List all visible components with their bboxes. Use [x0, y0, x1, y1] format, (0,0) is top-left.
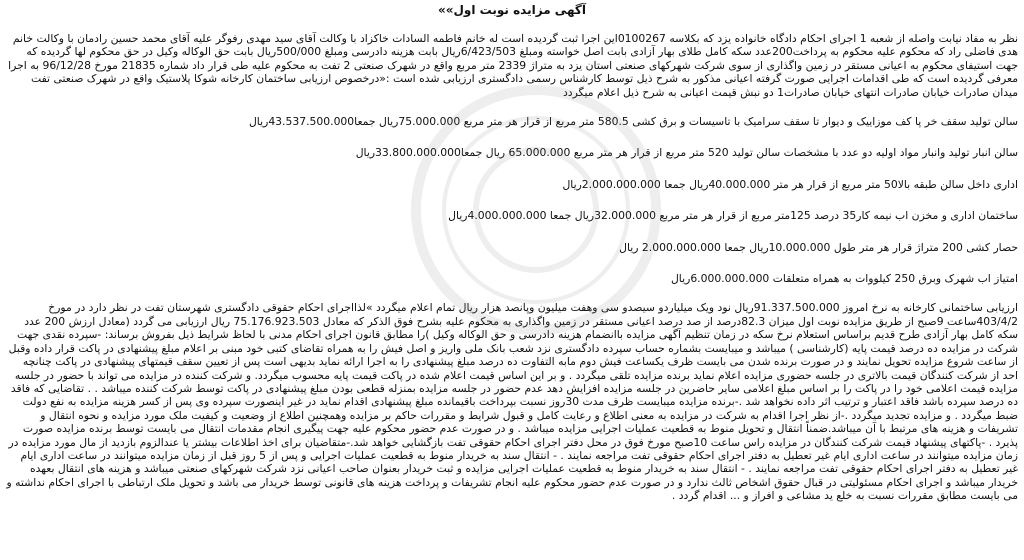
valuation-item-production-hall: سالن تولید سقف خر پا کف موزاییک و دیوار تا سقف سرامیک با تاسیسات و برق کشی 580.5 متر مربع از قرار هر متر مربع 75.000.000ریال جمعا43.537.500.000ریال [248, 115, 1018, 129]
valuation-item-fencing: حصار کشی 200 متراژ قرار هر متر طول 10.000.000ریال جمعا 2.000.000.000 ریال [619, 240, 1018, 254]
valuation-item-office-building: ساختمان اداری و مخزن اب نیمه کار35 درصد 125متر مربع از قرار هر متر مربع 32.000.000ریال جمعا 4.000.000.000ریال [448, 209, 1018, 223]
auction-terms-paragraph: ارزیابی ساختمانی کارخانه به نرخ امروز 91.337.500.000ریال نود ویک میلیاردو سیصدو سی وهفت میلیون وپانصد هزار ریال تمام اعلام میگردد »لذااجرای احکام حقوقی دادگستری شهرستان تفت در نظر دارد در مورخ 403/4/2ساعت 9صبح از طریق مزایده نوبت اول میزان 82.3درصد از صد درصد اعیانی مستقر در زمین واگذاری به محکوم علیه بشرح فوق الذکر که معادل 75.176.923.503 ریال ارزیابی می گردد (معادل ارزش 200 عدد سکه کامل بهار آزادی طرح قدیم براساس استعلام نرخ سکه در زمان تنظیم آگهی مزایده باانضمام هزینه دادرسی و حق الوکاله وکیل )را مطابق قانون اجرای احکام مدنی با لحاظ شرایط ذیل بفروش برساند: -سپرده نقدی جهت شرکت در مزایده ده درصد قیمت پایه (کارشناسی ) میباشد و میبایست بشماره حساب سپرده دادگستری نزد شعب بانک ملی واریز و اصل فیش را به همراه تقاضای کتبی خود مبنی بر اعلام مبلغ پیشنهادی در پاکت قرار داده وقبل از ساعت شروع مزایده تحویل نمایند و در صورت برنده شدن می بایست ظرف یکساعت فیش دوم مابه التفاوت ده درصد مبلغ پیشنهادی را به اجرا ارائه نماید بدیهی است پس از تعیین سقف قیمتهای پیشنهادی در پاکت چنانچه احد از شرکت کنندگان قیمت بالاتری در جلسه حضوری مزایده اعلام نماید برنده مزایده تلقی میگردد . و بر این اساس قیمت اعلام شده در پاکت قیمت پایه محسوب میگردد. و شرکت کننده در مزایده می تواند با حضور در جلسه مزایده قیمت اعلامی خود را در پاکت را بر اساس مبلغ اعلامی سایر حاضرین در جلسه مزایده افزایش دهد عدم حضور در جلسه مزایده بمنزله قطعی بودن مبلغ پیشنهادی در پاکت توسط شرکت کننده میباشد . . تقاضایی که فاقد ده درصد سپرده باشد فاقد اعتبار و ترتیب اثر داده نخواهد شد .-برنده مزایده میبایست ظرف مدت 30روز نسبت بپرداخت باقیمانده مبلغ پیشنهادی اقدام نماید در غیر اینصورت سپرده وی پس از کسر هزینه مزایده به نفع دولت ضبط میگردد . و مزایده تجدید میگردد .-از نظر اجرا اقدام به شرکت در مزایده به معنی اطلاع و رعایت کامل و قبول شرایط و مقررات حاکم بر مزایده وهمچنین اطلاع از وضعیت و کیفیت ملک مورد مزایده و نحوه انتقال و تشریفات و هزینه های مرتبط با آن میباشد.ضمناً انتقال و تحویل منوط به قطعیت عملیات اجرایی مزایده میباشد . و در صورت عدم حضور محکوم علیه جهت پیگیری انجام مقدمات انتقال می بایست توسط برنده مزایده صورت پذیرد . -پاکتهای پیشنهاد قیمت شرکت کنندگان در مزایده راس ساعت 10صبح مورخ فوق در محل دفتر اجرای احکام حقوقی تفت بازگشایی خواهد شد.-متقاضیان برای اخذ اطلاعات بیشتر یا عندالزوم بازدید از مال مورد مزایده در زمان مزایده میتوانند در ساعت اداری ایام غیر تعطیل به دفتر اجرای احکام حقوقی تفت مراجعه نمایند . - انتقال سند به خریدار منوط به قطعیت عملیات اجرایی و پس از 5 روز قبل از زمان مزایده میتوانند در ساعت اداری ایام غیر تعطیل به دفتر اجرای احکام حقوقی تفت مراجعه نمایند . - انتقال سند به خریدار منوط به قطعیت عملیات اجرایی مزایده و ثبت خریدار بعنوان صاحب اعیانی نزد شرکت شهرکهای صنعتی میباشد و هزینه های انتقال بعهده خریدار میباشد و اجرای احکام مسئولیتی در قبال حقوق اشخاص ثالث ندارد و در صورت عدم حضور محکوم علیه انجام تشریفات و پرداخت هزینه های قانونی توسط خریدار می باشد و تحویل ملک ارتباطی با اجرای احکام نداشته و می بایست مطابق مقررات نسبت به خلع ید مشاعی و افراز و ... اقدام گردد . [6, 301, 1018, 503]
valuation-item-upstairs-office: اداری داخل سالن طبقه بالا50 متر مربع از قرار هر متر 40.000.000ریال جمعا 2.000.000.000ریال [562, 177, 1018, 191]
valuation-item-warehouse: سالن انبار تولید وانبار مواد اولیه دو عدد با مشخصات سالن تولید 520 متر مربع از قرار هر متر مربع 65.000.000 ریال جمعا33.800.000.000ریال [355, 146, 1018, 160]
notice-page [6, 0, 1018, 560]
intro-paragraph: نظر به مفاد نیابت واصله از شعبه 1 اجرای احکام دادگاه خانواده یزد که بکلاسه 0100267این اجرا ثبت گردیده است له خانم فاطمه السادات خاکزاد با وکالت آقای سید مهدی رفوگر علیه آقای محمد حسین رادمان با وکالت خانم هدی فاضلی راد که محکوم علیه محکوم به پرداخت200عدد سکه کامل طلای بهار آزادی بابت اصل خواسته ومبلغ 6/423/503ریال بابت هزینه دادرسی ومبلغ 500/000ریال بابت حق الوکاله وکیل در حق محکوم لها گردیده که جهت استیفای محکوم به اعیانی مستقر در زمین واگذاری از سوی شرکت شهرکهای صنعتی استان یزد به متراژ 2339 متر مربع واقع در شهرک صنعتی 2 تفت به محکوم علیه طی قرار داد شماره 21835 مورخ 96/12/28 به اجرا معرفی گردیده است که طی اقدامات اجرایی صورت گرفته اعیانی مذکور به شرح ذیل توسط کارشناس رسمی دادگستری ارزیابی شده است :«درخصوص ارزیابی ساختمان کارخانه شوکا پلاستیک واقع در شهرک صنعتی تفت میدان صادرات خیابان صادرات انتهای خیابان صادرات1 دو نبش قیمت اعیانی به شرح ذیل اعلام میگردد [8, 32, 1018, 99]
page-title: آگهی مزایده نوبت اول»» [438, 3, 586, 17]
valuation-item-utilities: امتیاز اب شهرک وبرق 250 کیلووات به همراه متعلقات 6.000.000.000ریال [670, 272, 1018, 286]
